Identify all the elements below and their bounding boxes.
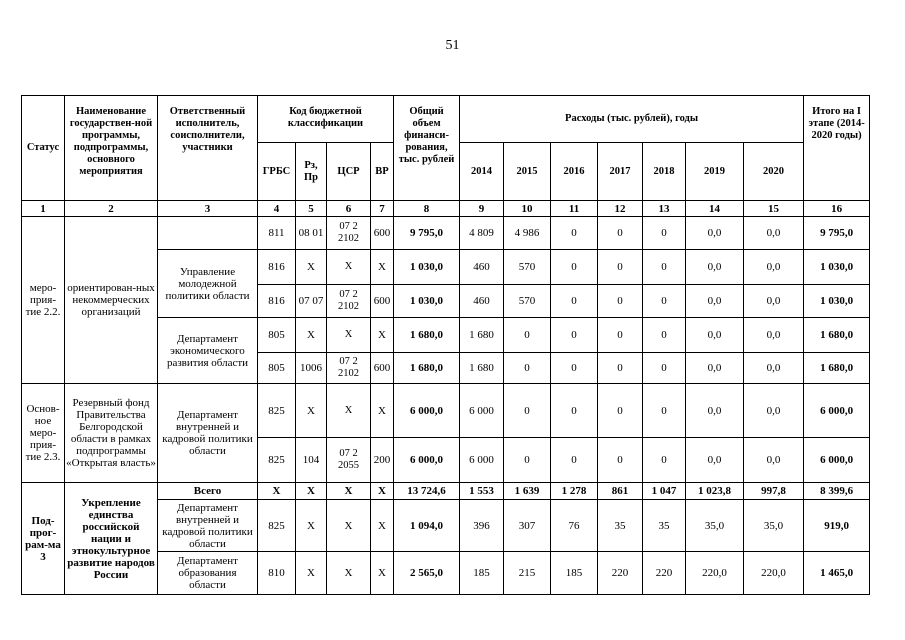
header-row-top — [22, 96, 870, 143]
year-cell: 220 — [598, 552, 643, 595]
year-cell: 6 000 — [460, 384, 504, 438]
header-rz-pr: Рз, Пр — [296, 143, 327, 201]
year-cell: 460 — [460, 285, 504, 318]
column-number: 14 — [686, 201, 744, 217]
year-cell: 0 — [551, 285, 598, 318]
vr-cell: 200 — [371, 438, 394, 483]
csr-cell: Х — [327, 384, 371, 438]
total-cell: 1 030,0 — [394, 285, 460, 318]
budget-table — [21, 95, 870, 595]
name-cell: Укрепление единства российской нации и этнокультурное развитие народов России — [65, 483, 158, 595]
year-cell: 0 — [598, 250, 643, 285]
header-csr: ЦСР — [327, 143, 371, 201]
year-cell: 1 047 — [643, 483, 686, 500]
column-number: 6 — [327, 201, 371, 217]
executor-cell: Управление молодежной политики области — [158, 250, 258, 318]
year-cell: 6 000 — [460, 438, 504, 483]
year-cell: 0 — [643, 217, 686, 250]
rz-cell: Х — [296, 500, 327, 552]
year-cell: 0 — [504, 384, 551, 438]
year-cell: 1 680 — [460, 353, 504, 384]
executor-cell: Всего — [158, 483, 258, 500]
stage-total-cell: 1 680,0 — [804, 353, 870, 384]
year-cell: 35 — [598, 500, 643, 552]
csr-cell: Х — [327, 500, 371, 552]
year-cell: 307 — [504, 500, 551, 552]
vr-cell: 600 — [371, 353, 394, 384]
year-cell: 0,0 — [686, 217, 744, 250]
column-number: 7 — [371, 201, 394, 217]
header-year: 2016 — [551, 143, 598, 201]
year-cell: 0 — [643, 384, 686, 438]
executor-cell: Департамент внутренней и кадровой политики области — [158, 384, 258, 483]
status-cell: Под-прог-рам-ма 3 — [22, 483, 65, 595]
year-cell: 0 — [598, 353, 643, 384]
csr-cell: 07 2 2055 — [327, 438, 371, 483]
column-number: 9 — [460, 201, 504, 217]
grbs-cell: 805 — [258, 353, 296, 384]
total-cell: 1 094,0 — [394, 500, 460, 552]
executor-cell: Департамент внутренней и кадровой политики области — [158, 500, 258, 552]
grbs-cell: 825 — [258, 438, 296, 483]
year-cell: 0 — [643, 318, 686, 353]
year-cell: 570 — [504, 285, 551, 318]
header-year: 2020 — [744, 143, 804, 201]
year-cell: 1 023,8 — [686, 483, 744, 500]
year-cell: 0,0 — [686, 250, 744, 285]
csr-cell: 07 2 2102 — [327, 217, 371, 250]
year-cell: 0,0 — [744, 285, 804, 318]
status-cell: меро-прия-тие 2.2. — [22, 217, 65, 384]
year-cell: 0 — [598, 318, 643, 353]
vr-cell: 600 — [371, 285, 394, 318]
stage-total-cell: 1 030,0 — [804, 250, 870, 285]
header-executor: Ответственный исполнитель, соисполнители, участники — [158, 96, 258, 201]
year-cell: 0 — [643, 438, 686, 483]
header-year: 2015 — [504, 143, 551, 201]
year-cell: 0 — [551, 438, 598, 483]
rz-cell: 1006 — [296, 353, 327, 384]
year-cell: 4 986 — [504, 217, 551, 250]
grbs-cell: 816 — [258, 285, 296, 318]
year-cell: 220,0 — [686, 552, 744, 595]
year-cell: 0,0 — [686, 353, 744, 384]
year-cell: 997,8 — [744, 483, 804, 500]
year-cell: 1 278 — [551, 483, 598, 500]
stage-total-cell: 9 795,0 — [804, 217, 870, 250]
year-cell: 76 — [551, 500, 598, 552]
page-number: 51 — [445, 38, 460, 53]
column-number: 2 — [65, 201, 158, 217]
header-budget-code: Код бюджетной классификации — [258, 96, 394, 143]
column-number: 15 — [744, 201, 804, 217]
stage-total-cell: 6 000,0 — [804, 384, 870, 438]
year-cell: 570 — [504, 250, 551, 285]
year-cell: 0 — [643, 250, 686, 285]
year-cell: 185 — [551, 552, 598, 595]
rz-cell: Х — [296, 318, 327, 353]
rz-cell: 104 — [296, 438, 327, 483]
vr-cell: Х — [371, 500, 394, 552]
column-number: 13 — [643, 201, 686, 217]
status-cell: Основ-ное меро-прия-тие 2.3. — [22, 384, 65, 483]
rz-cell: Х — [296, 250, 327, 285]
column-number: 4 — [258, 201, 296, 217]
total-cell: 1 680,0 — [394, 353, 460, 384]
total-cell: 13 724,6 — [394, 483, 460, 500]
stage-total-cell: 1 680,0 — [804, 318, 870, 353]
column-number-row — [22, 201, 870, 217]
year-cell: 0,0 — [686, 285, 744, 318]
year-cell: 0 — [598, 217, 643, 250]
rz-cell: 08 01 — [296, 217, 327, 250]
column-number: 11 — [551, 201, 598, 217]
year-cell: 861 — [598, 483, 643, 500]
column-number: 10 — [504, 201, 551, 217]
year-cell: 1 680 — [460, 318, 504, 353]
year-cell: 35,0 — [686, 500, 744, 552]
grbs-cell: 811 — [258, 217, 296, 250]
year-cell: 0,0 — [744, 217, 804, 250]
year-cell: 0 — [504, 438, 551, 483]
year-cell: 0 — [504, 353, 551, 384]
year-cell: 0,0 — [686, 318, 744, 353]
vr-cell: Х — [371, 384, 394, 438]
column-number: 3 — [158, 201, 258, 217]
header-vr: ВР — [371, 143, 394, 201]
executor-cell: Департамент образования области — [158, 552, 258, 595]
stage-total-cell: 919,0 — [804, 500, 870, 552]
vr-cell: 600 — [371, 217, 394, 250]
csr-cell: Х — [327, 483, 371, 500]
stage-total-cell: 8 399,6 — [804, 483, 870, 500]
year-cell: 185 — [460, 552, 504, 595]
year-cell: 220 — [643, 552, 686, 595]
header-stage-total: Итого на I этапе (2014-2020 годы) — [804, 96, 870, 201]
csr-cell: Х — [327, 318, 371, 353]
header-year: 2017 — [598, 143, 643, 201]
csr-cell: 07 2 2102 — [327, 285, 371, 318]
table-row — [22, 483, 870, 500]
year-cell: 4 809 — [460, 217, 504, 250]
year-cell: 0,0 — [744, 250, 804, 285]
csr-cell: Х — [327, 250, 371, 285]
rz-cell: Х — [296, 384, 327, 438]
total-cell: 2 565,0 — [394, 552, 460, 595]
year-cell: 0,0 — [744, 384, 804, 438]
column-number: 1 — [22, 201, 65, 217]
header-expenses: Расходы (тыс. рублей), годы — [460, 96, 804, 143]
vr-cell: Х — [371, 552, 394, 595]
year-cell: 0 — [551, 353, 598, 384]
year-cell: 0,0 — [686, 384, 744, 438]
grbs-cell: Х — [258, 483, 296, 500]
executor-cell — [158, 217, 258, 250]
grbs-cell: 825 — [258, 384, 296, 438]
grbs-cell: 816 — [258, 250, 296, 285]
vr-cell: Х — [371, 483, 394, 500]
year-cell: 0,0 — [744, 318, 804, 353]
csr-cell: 07 2 2102 — [327, 353, 371, 384]
year-cell: 0,0 — [686, 438, 744, 483]
total-cell: 9 795,0 — [394, 217, 460, 250]
name-cell: ориентирован-ных некоммерческих организаций — [65, 217, 158, 384]
year-cell: 0 — [643, 285, 686, 318]
rz-cell: Х — [296, 483, 327, 500]
year-cell: 35,0 — [744, 500, 804, 552]
year-cell: 0,0 — [744, 438, 804, 483]
year-cell: 0 — [504, 318, 551, 353]
header-grbs: ГРБС — [258, 143, 296, 201]
column-number: 5 — [296, 201, 327, 217]
year-cell: 0 — [551, 384, 598, 438]
year-cell: 35 — [643, 500, 686, 552]
year-cell: 0 — [551, 250, 598, 285]
header-year: 2014 — [460, 143, 504, 201]
total-cell: 6 000,0 — [394, 384, 460, 438]
total-cell: 6 000,0 — [394, 438, 460, 483]
year-cell: 1 553 — [460, 483, 504, 500]
year-cell: 0 — [598, 285, 643, 318]
grbs-cell: 805 — [258, 318, 296, 353]
year-cell: 0,0 — [744, 353, 804, 384]
table-row — [22, 384, 870, 438]
column-number: 8 — [394, 201, 460, 217]
csr-cell: Х — [327, 552, 371, 595]
total-cell: 1 680,0 — [394, 318, 460, 353]
year-cell: 460 — [460, 250, 504, 285]
column-number: 12 — [598, 201, 643, 217]
total-cell: 1 030,0 — [394, 250, 460, 285]
year-cell: 215 — [504, 552, 551, 595]
year-cell: 0 — [551, 217, 598, 250]
year-cell: 220,0 — [744, 552, 804, 595]
year-cell: 0 — [598, 438, 643, 483]
stage-total-cell: 1 030,0 — [804, 285, 870, 318]
header-name: Наименование государствен-ной программы, подпрограммы, основного мероприятия — [65, 96, 158, 201]
grbs-cell: 825 — [258, 500, 296, 552]
header-status: Статус — [22, 96, 65, 201]
stage-total-cell: 6 000,0 — [804, 438, 870, 483]
rz-cell: Х — [296, 552, 327, 595]
name-cell: Резервный фонд Правительства Белгородской области в рамках подпрограммы «Открытая власть» — [65, 384, 158, 483]
table-row — [22, 217, 870, 250]
column-number: 16 — [804, 201, 870, 217]
grbs-cell: 810 — [258, 552, 296, 595]
year-cell: 0 — [551, 318, 598, 353]
vr-cell: Х — [371, 318, 394, 353]
year-cell: 1 639 — [504, 483, 551, 500]
header-year: 2018 — [643, 143, 686, 201]
year-cell: 0 — [598, 384, 643, 438]
year-cell: 0 — [643, 353, 686, 384]
vr-cell: Х — [371, 250, 394, 285]
stage-total-cell: 1 465,0 — [804, 552, 870, 595]
year-cell: 396 — [460, 500, 504, 552]
executor-cell: Департамент экономического развития области — [158, 318, 258, 384]
header-total-funding: Общий объем финанси-рования, тыс. рублей — [394, 96, 460, 201]
header-year: 2019 — [686, 143, 744, 201]
rz-cell: 07 07 — [296, 285, 327, 318]
